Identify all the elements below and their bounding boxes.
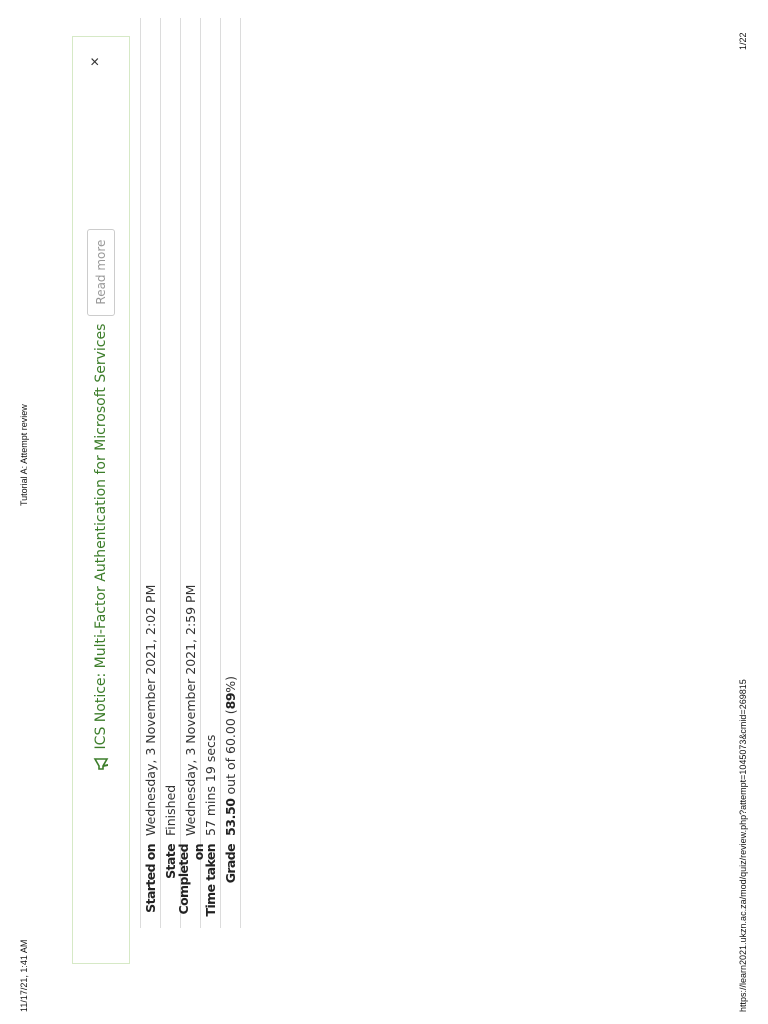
grade-score: 53.50 — [223, 798, 238, 836]
state-value: Finished — [163, 784, 178, 836]
print-page-number: 1/22 — [738, 32, 748, 50]
completed-on-value: Wednesday, 3 November 2021, 2:59 PM — [183, 584, 198, 836]
page-content — [0, 24, 700, 1024]
time-taken-value: 57 mins 19 secs — [203, 734, 218, 836]
notice-body — [85, 37, 117, 963]
grade-label: Grade — [223, 844, 238, 884]
close-icon[interactable]: × — [87, 57, 104, 67]
notice-banner — [72, 36, 130, 964]
grade-percent: 89 — [223, 692, 238, 710]
table-row — [200, 18, 220, 928]
megaphone-icon — [93, 753, 109, 771]
grade-out-of: out of 60.00 ( — [223, 709, 238, 799]
print-datetime: 11/17/21, 1:41 AM — [19, 939, 29, 1012]
print-title: Tutorial A: Attempt review — [19, 404, 29, 506]
grade-value — [223, 676, 238, 836]
table-row — [140, 18, 160, 928]
notice-link[interactable]: ICS Notice: Multi-Factor Authentication for Microsoft Services — [93, 323, 109, 750]
print-url: https://learn2021.ukzn.ac.za/mod/quiz/review.php?attempt=1045073&cmid=269815 — [738, 679, 748, 1012]
completed-on-label: Completed on — [175, 844, 206, 915]
started-on-label: Started on — [143, 844, 158, 913]
time-taken-label: Time taken — [203, 844, 218, 917]
table-row — [160, 18, 180, 928]
table-row — [220, 18, 241, 928]
started-on-value: Wednesday, 3 November 2021, 2:02 PM — [143, 584, 158, 836]
table-row — [175, 18, 206, 928]
attempt-summary-table — [140, 18, 241, 928]
grade-close: %) — [223, 676, 238, 693]
state-label: State — [163, 844, 178, 879]
read-more-button[interactable]: Read more — [87, 229, 115, 316]
